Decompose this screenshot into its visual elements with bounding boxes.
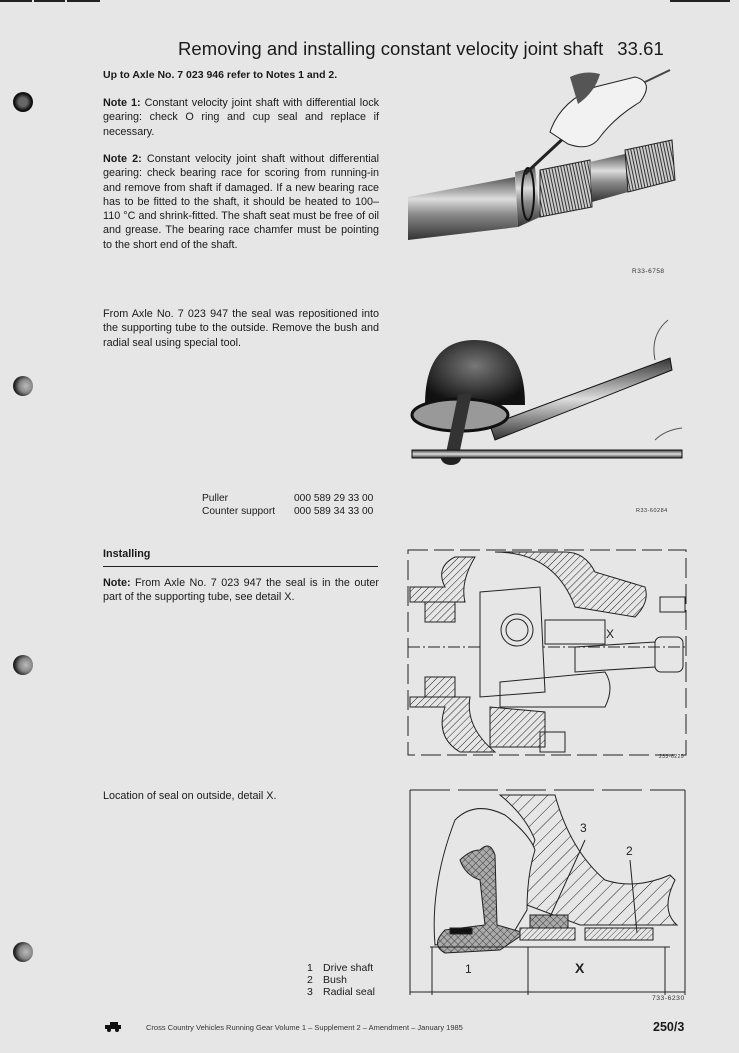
tool-part-number: 000 589 34 33 00 (294, 505, 374, 517)
title-text: Removing and installing constant velocity joint shaft (178, 38, 604, 59)
figure-legend (307, 962, 375, 998)
detail-x-label: X (606, 627, 615, 641)
vehicle-icon (104, 1022, 122, 1032)
figure-detail-x (405, 785, 690, 1000)
callout-3: 3 (580, 821, 587, 835)
note-1-text: Constant velocity joint shaft with differential lock gearing: check O ring and cup seal and replace if necessary. (103, 97, 380, 138)
removal-text: From Axle No. 7 023 947 the seal was repositioned into the supporting tube to the outside. Remove the bush and radial seal using special tool. (103, 308, 379, 349)
note-2 (103, 152, 379, 252)
tool-name: Counter support (202, 505, 276, 517)
section-number: 33.61 (617, 38, 664, 59)
punch-hole-icon (13, 92, 33, 112)
figure-2-code: R33-60284 (636, 508, 668, 514)
footer-text: Cross Country Vehicles Running Gear Volume 1 – Supplement 2 – Amendment – January 1985 (146, 1023, 463, 1032)
tool-name: Puller (202, 493, 229, 504)
shaft-body (408, 140, 675, 240)
figure-puller-tool (400, 300, 700, 500)
tool-row (202, 493, 373, 506)
location-text: Location of seal on outside, detail X. (103, 790, 277, 802)
legend-number: 3 (307, 986, 313, 998)
figure-4-code: 733-6230 (652, 995, 685, 1002)
tool-part-number: 000 589 29 33 00 (294, 493, 374, 504)
callout-2: 2 (626, 844, 633, 858)
installing-note-label: Note: (103, 577, 131, 589)
heading-divider (103, 566, 378, 567)
legend-label: Bush (323, 974, 347, 986)
legend-label: Drive shaft (323, 962, 374, 974)
punch-hole-icon (13, 655, 33, 675)
legend-number: 2 (307, 974, 313, 986)
legend-number: 1 (307, 962, 313, 974)
punch-hole-icon (13, 376, 33, 396)
legend-label: Radial seal (323, 986, 375, 998)
top-binding-mark-left (0, 0, 100, 2)
note-2-label: Note 2: (103, 153, 142, 165)
intro-text: Up to Axle No. 7 023 946 refer to Notes 1 and 2. (103, 69, 338, 81)
legend-item (307, 986, 375, 998)
tool-row (202, 506, 373, 519)
page-number: 250/3 (653, 1020, 685, 1034)
installing-note (103, 576, 379, 605)
special-tools-list (202, 493, 373, 518)
callout-1: 1 (465, 962, 472, 976)
top-binding-mark-right (670, 0, 730, 2)
counter-support-bar (412, 450, 682, 458)
installing-note-text: From Axle No. 7 023 947 the seal is in the outer part of the supporting tube, see detail X. (103, 577, 379, 604)
callout-x: X (575, 960, 585, 976)
note-1-label: Note 1: (103, 97, 141, 109)
joint-housing (425, 340, 525, 405)
note-1 (103, 96, 379, 139)
note-2-text: Constant velocity joint shaft without differential gearing: check bearing race for scoring from running-in and remove from shaft if damaged. If a new bearing race has to be fitted to the shaft, it should be heated to 100–110 °C and shrink-fitted. The shaft seat must be free of oil and grease. The bearing race chamfer must be pointing to the short end of the shaft. (103, 153, 380, 251)
page-title (178, 38, 664, 60)
legend-item (307, 974, 375, 986)
legend-item (307, 962, 375, 974)
figure-1-code: R33-6758 (632, 268, 665, 275)
figure-shaft-o-ring (400, 62, 700, 262)
punch-hole-icon (13, 942, 33, 962)
figure-cross-section (405, 547, 690, 762)
figure-3-code: 233-6229 (659, 754, 685, 760)
installing-heading: Installing (103, 548, 151, 560)
